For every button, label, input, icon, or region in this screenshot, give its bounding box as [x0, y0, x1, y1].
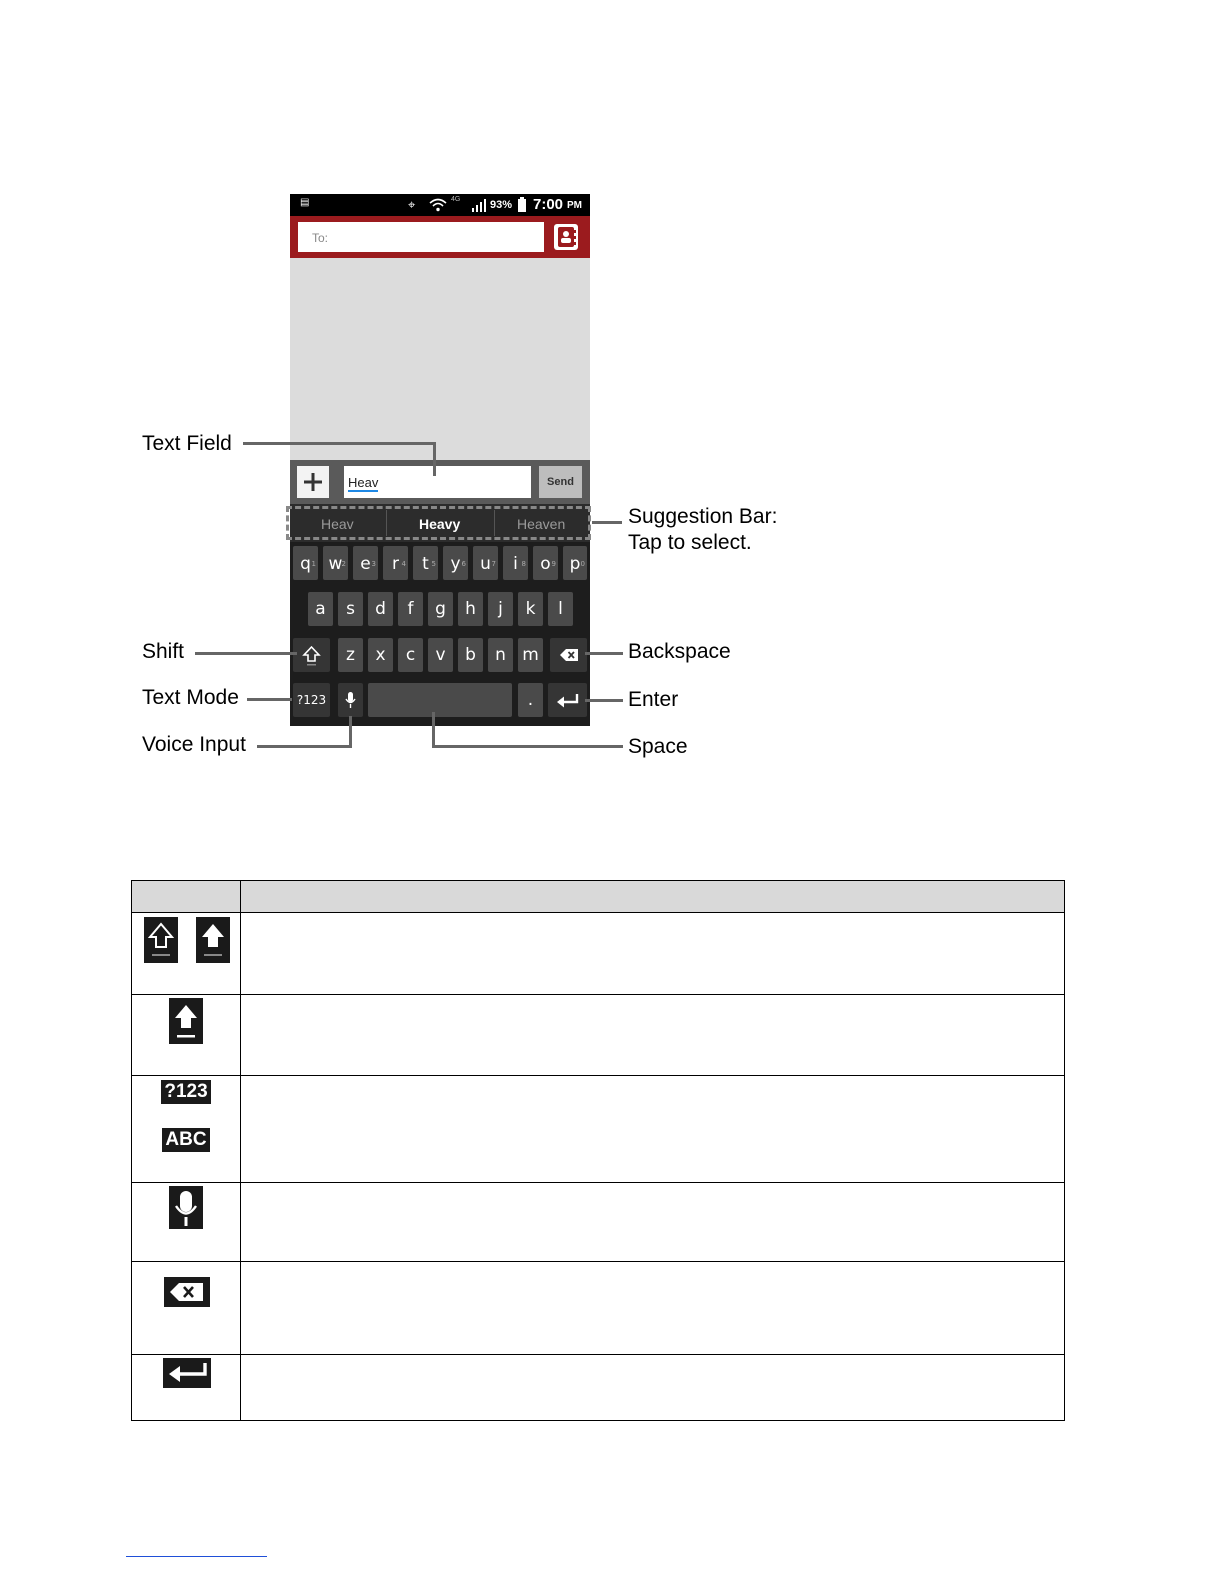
contacts-button[interactable] [554, 224, 578, 250]
backspace-key[interactable] [550, 638, 587, 672]
leader-line [257, 745, 352, 748]
key-v[interactable]: v [428, 638, 453, 672]
microphone-icon [338, 683, 363, 717]
key-icon-table [131, 880, 1065, 1421]
leader-line [349, 716, 352, 748]
keyboard [290, 542, 590, 726]
status-bar [290, 194, 590, 216]
table-icon-cell [132, 995, 241, 1076]
clock-ampm: PM [567, 200, 582, 211]
table-icon-cell [132, 1076, 241, 1183]
table-icon-cell [132, 913, 241, 995]
table-icon-cell [132, 1183, 241, 1262]
text-mode-123-icon: ?123 [161, 1080, 210, 1104]
callout-enter: Enter [628, 688, 679, 711]
leader-line [432, 745, 623, 748]
key-o[interactable]: 9 o [533, 546, 558, 580]
microphone-icon [132, 1183, 240, 1256]
backspace-icon [550, 638, 587, 672]
key-x[interactable]: x [368, 638, 393, 672]
key-r[interactable]: 4 r [383, 546, 408, 580]
key-w[interactable]: 2 w [323, 546, 348, 580]
notification-icon: ▤ [300, 197, 310, 208]
leader-line [585, 652, 623, 655]
table-header-cell [241, 881, 1065, 913]
table-description-cell [241, 995, 1065, 1076]
leader-line [243, 442, 436, 445]
battery-icon [518, 197, 526, 212]
key-q[interactable]: 1 q [293, 546, 318, 580]
footer-link-underline[interactable] [126, 1556, 267, 1557]
recipient-bar [290, 216, 590, 258]
network-type: 4G [451, 196, 461, 203]
gps-icon: ⌖ [408, 197, 416, 212]
key-s[interactable]: s [338, 592, 363, 626]
key-z[interactable]: z [338, 638, 363, 672]
callout-text-field: Text Field [142, 432, 232, 455]
compose-bar [290, 460, 590, 504]
table-row [132, 1183, 1065, 1262]
key-l[interactable]: l [548, 592, 573, 626]
text-mode-abc-icon: ABC [162, 1128, 209, 1152]
suggestion-2[interactable]: Heavy [419, 516, 461, 532]
attach-button[interactable] [297, 466, 329, 498]
key-e[interactable]: 3 e [353, 546, 378, 580]
table-row [132, 995, 1065, 1076]
table-icon-cell [132, 1355, 241, 1421]
shift-filled-icon [196, 917, 230, 963]
callout-backspace: Backspace [628, 640, 731, 663]
leader-line [433, 442, 436, 476]
key-f[interactable]: f [398, 592, 423, 626]
table-icon-cell [132, 1262, 241, 1355]
recipient-input[interactable] [298, 222, 544, 252]
callout-voice-input: Voice Input [142, 733, 246, 756]
key-c[interactable]: c [398, 638, 423, 672]
leader-line [585, 699, 623, 702]
key-g[interactable]: g [428, 592, 453, 626]
table-header-cell [132, 881, 241, 913]
callout-space: Space [628, 735, 688, 758]
shift-icons [132, 913, 240, 989]
key-h[interactable]: h [458, 592, 483, 626]
leader-line [432, 712, 435, 748]
key-p[interactable]: 0 p [563, 546, 587, 580]
table-header-row [132, 881, 1065, 913]
backspace-icon [132, 1262, 240, 1349]
table-description-cell [241, 1183, 1065, 1262]
contact-book-icon [554, 224, 578, 250]
key-j[interactable]: j [488, 592, 513, 626]
table-description-cell [241, 913, 1065, 995]
period-key[interactable]: . [518, 683, 543, 717]
table-description-cell [241, 1355, 1065, 1421]
message-text: Heav [348, 475, 379, 490]
key-n[interactable]: n [488, 638, 513, 672]
recipient-placeholder: To: [312, 231, 329, 245]
text-mode-key[interactable]: ?123 [293, 683, 330, 717]
caps-lock-icon [132, 995, 240, 1070]
callout-suggestion-bar: Suggestion Bar: [628, 505, 778, 528]
key-k[interactable]: k [518, 592, 543, 626]
wifi-icon [429, 198, 447, 212]
table-row [132, 1355, 1065, 1421]
phone-screenshot [290, 194, 590, 726]
suggestion-1[interactable]: Heav [321, 516, 354, 532]
key-d[interactable]: d [368, 592, 393, 626]
message-text-field[interactable] [344, 466, 531, 498]
leader-line [195, 652, 297, 655]
callout-suggestion-bar-hint: Tap to select. [628, 531, 752, 554]
callout-text-mode: Text Mode [142, 686, 239, 709]
key-t[interactable]: 5 t [413, 546, 438, 580]
key-m[interactable]: m [518, 638, 543, 672]
plus-icon [297, 466, 329, 498]
signal-icon [471, 198, 487, 212]
shift-icon [293, 638, 330, 672]
suggestion-bar-highlight [286, 506, 591, 540]
shift-key[interactable] [293, 638, 330, 672]
shift-icon [144, 917, 178, 963]
suggestion-3[interactable]: Heaven [517, 516, 566, 532]
send-button[interactable]: Send [539, 466, 582, 498]
table-row [132, 1076, 1065, 1183]
enter-icon [548, 683, 587, 717]
key-u[interactable]: 7 u [473, 546, 498, 580]
enter-key[interactable] [548, 683, 587, 717]
clock: 7:00 [533, 196, 564, 213]
key-i[interactable]: 8 i [503, 546, 528, 580]
table-row [132, 913, 1065, 995]
key-a[interactable]: a [308, 592, 333, 626]
leader-line [247, 698, 292, 701]
table-description-cell [241, 1262, 1065, 1355]
leader-line [592, 521, 622, 524]
voice-input-key[interactable] [338, 683, 363, 717]
key-b[interactable]: b [458, 638, 483, 672]
enter-icon [132, 1355, 240, 1415]
battery-percent: 93% [490, 199, 513, 211]
table-row [132, 1262, 1065, 1355]
space-key[interactable] [368, 683, 512, 717]
key-y[interactable]: 6 y [443, 546, 468, 580]
callout-shift: Shift [142, 640, 185, 663]
table-description-cell [241, 1076, 1065, 1183]
